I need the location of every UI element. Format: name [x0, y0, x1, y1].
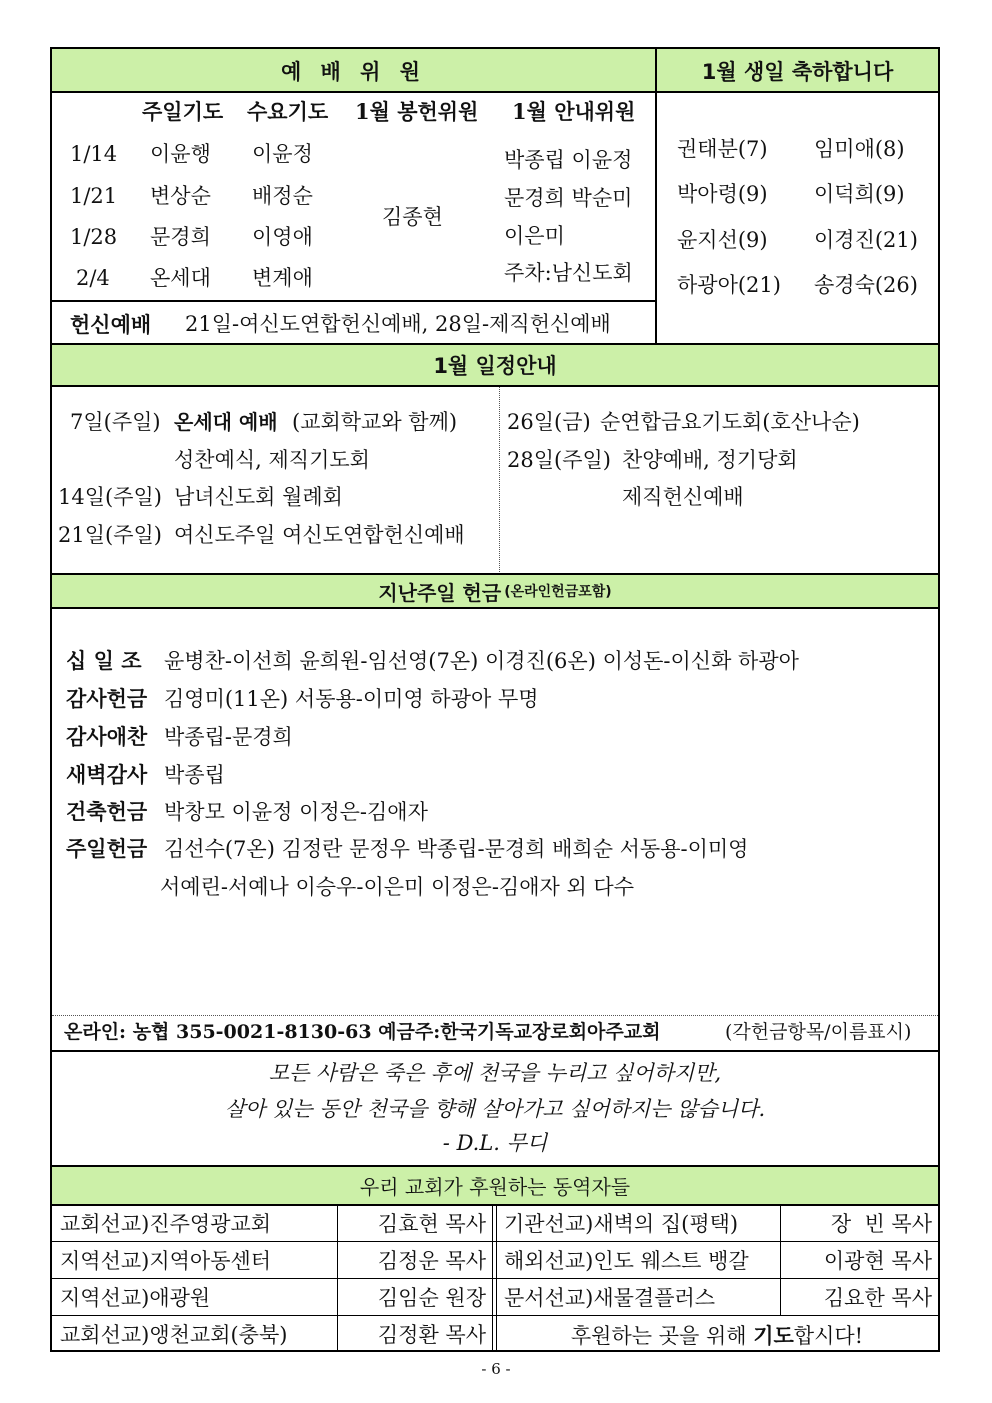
prayer-call-end: 합시다!: [793, 1324, 864, 1348]
ministry-place: 교회선교)진주영광교회: [60, 1212, 272, 1236]
birthday-person: 이덕희(9): [814, 182, 905, 206]
schedule-event: 남녀신도회 월례회: [174, 485, 343, 509]
col-header-sunday-prayer: 주일기도: [142, 99, 224, 124]
supported-header: [52, 1167, 938, 1204]
ministry-person: 김효현 목사: [377, 1212, 486, 1236]
quote-line: 살아 있는 동안 천국을 향해 살아가고 싶어하지는 않습니다.: [224, 1097, 766, 1121]
schedule-event: (교회학교와 함께): [292, 410, 458, 434]
online-note: (각헌금항목/이름표시): [725, 1021, 912, 1043]
ministry-person: 김임순 원장: [377, 1286, 486, 1310]
worship-committee-title: 예 배 위 원: [280, 59, 427, 84]
ministry-place: 해외선교)인도 웨스트 뱅갈: [504, 1249, 749, 1273]
schedule-event: 찬양예배, 정기당회: [622, 448, 798, 472]
row-date: 2/4: [76, 266, 110, 290]
schedule-event-highlight: 온세대 예배: [174, 410, 278, 434]
offering-names: 박창모 이윤정 이정은-김애자: [164, 800, 428, 824]
schedule-event: 성찬예식, 제직기도회: [174, 448, 370, 472]
row-wednesday-prayer: 이윤정: [252, 142, 313, 166]
ministry-person: 김정운 목사: [377, 1249, 486, 1273]
divider: [52, 91, 938, 93]
prayer-call-text: 후원하는 곳을 위해: [570, 1324, 754, 1348]
schedule-date: 28일(주일): [507, 448, 611, 472]
col-header-wednesday-prayer: 수요기도: [247, 99, 329, 124]
ministry-place: 교회선교)앵천교회(충북): [60, 1323, 288, 1347]
birthday-person: 권태분(7): [677, 137, 768, 161]
offering-member: 김종현: [382, 205, 443, 229]
row-wednesday-prayer: 변계애: [252, 266, 313, 290]
offering-names: 김선수(7온) 김정란 문정우 박종립-문경희 배희순 서동용-이미영: [164, 837, 749, 861]
birthday-person: 임미애(8): [814, 137, 905, 161]
quote-author: - D.L. 무디: [442, 1131, 548, 1155]
ministry-person: 김요한 목사: [823, 1286, 932, 1310]
offering-header: [52, 575, 938, 607]
column-divider: [655, 49, 657, 343]
row-sunday-prayer: 이윤행: [150, 142, 211, 166]
birthday-person: 박아령(9): [677, 182, 768, 206]
row-wednesday-prayer: 이영애: [252, 225, 313, 249]
offering-names: 김영미(11온) 서동용-이미영 하광아 무명: [164, 687, 539, 711]
schedule-header: [52, 345, 938, 385]
offering-names: 박종립: [164, 763, 225, 787]
usher-line: 이은미: [504, 224, 565, 248]
quote-line: 모든 사람은 죽은 후에 천국을 누리고 싶어하지만,: [268, 1061, 722, 1085]
worship-committee-header: [52, 49, 655, 92]
prayer-call: [496, 1325, 938, 1347]
schedule-title: 1월 일정안내: [433, 354, 557, 378]
column-divider: [492, 1206, 493, 1352]
row-sunday-prayer: 온세대: [150, 266, 211, 290]
row-divider: [52, 1241, 938, 1242]
schedule-event: 여신도주일 여신도연합헌신예배: [174, 523, 465, 547]
dedication-text: 21일-여신도연합헌신예배, 28일-제직헌신예배: [185, 312, 611, 336]
offering-title: 지난주일 헌금: [378, 580, 502, 605]
offering-names-continued: 서예린-서예나 이승우-이은미 이정은-김애자 외 다수: [160, 875, 634, 899]
divider: [52, 607, 938, 609]
offering-label: 건축헌금: [66, 800, 148, 824]
birthday-title: 1월 생일 축하합니다: [701, 59, 894, 84]
offering-names: 윤병찬-이선희 윤희원-임선영(7온) 이경진(6온) 이성돈-이신화 하광아: [164, 649, 799, 673]
birthday-person: 이경진(21): [814, 228, 918, 252]
row-wednesday-prayer: 배정순: [252, 184, 313, 208]
row-date: 1/14: [70, 142, 118, 166]
schedule-divider: [499, 387, 500, 574]
offering-label: 감사애찬: [66, 725, 148, 749]
divider: [52, 300, 655, 302]
row-divider: [52, 1278, 938, 1279]
col-header-usher-committee: 1월 안내위원: [512, 99, 636, 124]
row-sunday-prayer: 변상순: [150, 184, 211, 208]
row-date: 1/21: [70, 184, 118, 208]
supported-title: 우리 교회가 후원하는 동역자들: [359, 1175, 631, 1199]
divider: [52, 385, 938, 387]
supported-table: [52, 1206, 938, 1352]
offering-label: 감사헌금: [66, 687, 148, 711]
birthday-person: 송경숙(26): [814, 273, 918, 297]
schedule-date: 26일(금): [507, 410, 591, 434]
schedule-event: 순연합금요기도회(호산나순): [600, 410, 860, 434]
bulletin-page: [50, 47, 940, 1352]
ministry-person: 김정환 목사: [377, 1323, 486, 1347]
ministry-person: 장 빈 목사: [830, 1212, 932, 1236]
offering-names: 박종립-문경희: [164, 725, 293, 749]
usher-line: 박종립 이윤정: [504, 148, 633, 172]
ministry-person: 이광현 목사: [823, 1249, 932, 1273]
row-date: 1/28: [70, 225, 118, 249]
schedule-date: 7일(주일): [70, 410, 161, 434]
dotted-divider: [52, 1015, 938, 1016]
col-header-offering-committee: 1월 봉헌위원: [355, 99, 479, 124]
row-sunday-prayer: 문경희: [150, 225, 211, 249]
usher-line: 주차:남신도회: [504, 261, 633, 285]
birthday-person: 윤지선(9): [677, 228, 768, 252]
row-divider: [52, 1315, 938, 1316]
offering-label: 주일헌금: [66, 837, 148, 861]
usher-line: 문경희 박순미: [504, 186, 633, 210]
schedule-event: 제직헌신예배: [622, 485, 744, 509]
offering-title-note: (온라인헌금포함): [504, 584, 612, 600]
online-account: 온라인: 농협 355-0021-8130-63 예금주:한국기독교장로회아주교회: [64, 1021, 661, 1043]
schedule-date: 21일(주일): [58, 523, 162, 547]
ministry-place: 지역선교)애광원: [60, 1286, 211, 1310]
page-number: - 6 -: [481, 1360, 511, 1378]
schedule-date: 14일(주일): [58, 485, 162, 509]
birthday-header: [657, 49, 938, 92]
ministry-place: 기관선교)새벽의 집(평택): [504, 1212, 739, 1236]
offering-label: 새벽감사: [66, 763, 148, 787]
ministry-place: 문서선교)새물결플러스: [504, 1286, 716, 1310]
offering-label: 십 일 조: [66, 649, 142, 673]
dedication-label: 헌신예배: [70, 312, 152, 337]
birthday-person: 하광아(21): [677, 273, 781, 297]
divider: [52, 1050, 938, 1052]
ministry-place: 지역선교)지역아동센터: [60, 1249, 272, 1273]
prayer-call-emphasis: 기도: [753, 1323, 794, 1348]
